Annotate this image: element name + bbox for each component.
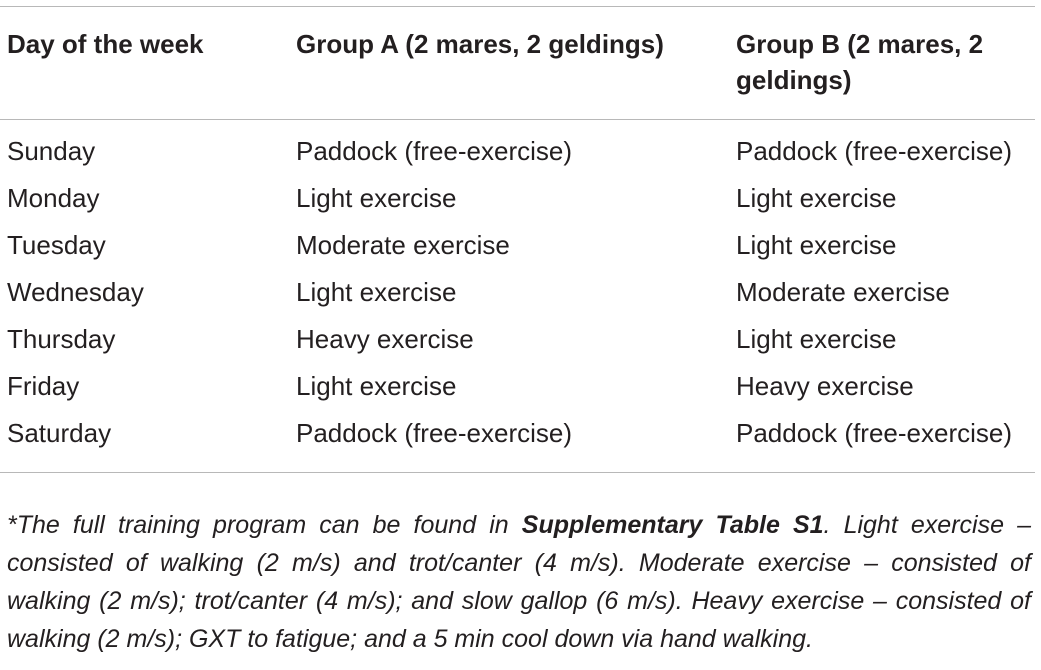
group-b-cell: Light exercise	[736, 183, 897, 213]
footnote-body: . Light exercise – consisted of walking (2 m/s) and trot/canter (4 m/s). Moderate exercise – consisted of walking (2 m/s); trot/canter (4 m/s); and slow gallop (6 m/s). Heavy exercise – consisted of walking (2 m/s); GXT to fatigue; and a 5 min cool down via hand walking.	[7, 511, 1031, 653]
table-row	[0, 363, 1041, 410]
day-cell: Sunday	[7, 136, 96, 166]
group-a-cell: Moderate exercise	[296, 230, 510, 260]
group-a-cell: Light exercise	[296, 371, 457, 401]
group-a-cell: Paddock (free-exercise)	[296, 136, 572, 166]
column-header-group-a: Group A (2 mares, 2 geldings)	[296, 29, 664, 59]
day-cell: Tuesday	[7, 230, 106, 260]
footnote-prefix: *The full training program can be found in	[7, 511, 522, 539]
table-row	[0, 119, 1041, 175]
table-row	[0, 222, 1041, 269]
day-cell: Wednesday	[7, 277, 144, 307]
group-b-cell: Moderate exercise	[736, 277, 950, 307]
column-header-group-b: Group B (2 mares, 2 geldings)	[736, 29, 984, 95]
table-bottom-rule	[0, 472, 1035, 473]
group-a-cell: Heavy exercise	[296, 324, 474, 354]
day-cell: Friday	[7, 371, 80, 401]
table-row	[0, 175, 1041, 222]
table-row	[0, 316, 1041, 363]
column-header-day: Day of the week	[7, 29, 204, 59]
group-a-cell: Light exercise	[296, 183, 457, 213]
day-cell: Thursday	[7, 324, 116, 354]
group-a-cell: Paddock (free-exercise)	[296, 418, 572, 448]
supplementary-table-link[interactable]: Supplementary Table S1	[521, 511, 824, 539]
day-cell: Monday	[7, 183, 100, 213]
table-header-row	[0, 0, 1041, 119]
group-b-cell: Paddock (free-exercise)	[736, 136, 1012, 166]
group-b-cell: Light exercise	[736, 230, 897, 260]
table-row	[0, 269, 1041, 316]
group-b-cell: Paddock (free-exercise)	[736, 418, 1012, 448]
day-cell: Saturday	[7, 418, 112, 448]
group-b-cell: Light exercise	[736, 324, 897, 354]
group-a-cell: Light exercise	[296, 277, 457, 307]
group-b-cell: Heavy exercise	[736, 371, 914, 401]
table-row	[0, 410, 1041, 457]
table-footnote	[7, 506, 1031, 658]
